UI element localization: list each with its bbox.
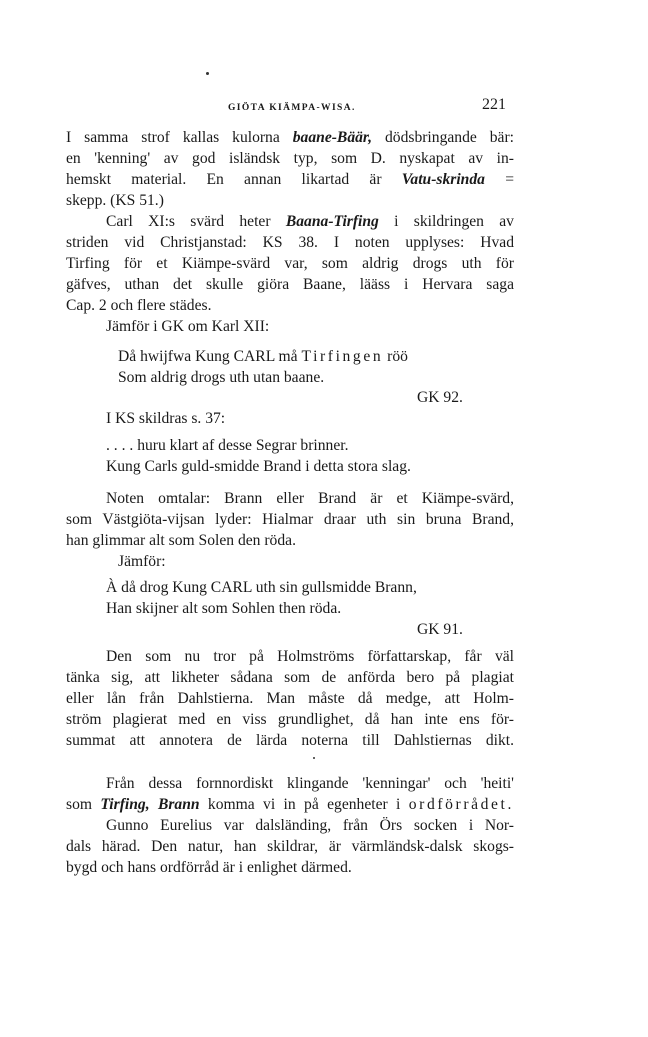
verse-reference: GK 92.: [417, 389, 463, 406]
text-line: striden vid Christjanstad: KS 38. I noten upplyses: Hvad: [66, 234, 514, 251]
running-title: GIÖTA KIÄMPA-WISA.: [228, 103, 356, 113]
verse-reference: GK 91.: [417, 621, 463, 638]
verse-line: Då hwijfwa Kung CARL må Tirfingen röö: [118, 348, 408, 365]
text-line: Den som nu tror på Holmströms författarskap, får väl: [106, 648, 514, 665]
text-line: Jämför:: [118, 553, 166, 570]
text-line: eller lån från Dahlstierna. Man måste då medge, att Holm-: [66, 690, 514, 707]
text-line: summat att annotera de lärda noterna till Dahlstiernas dikt.: [66, 732, 514, 749]
verse-line: Han skijner alt som Sohlen then röda.: [106, 600, 342, 617]
page-number: 221: [482, 96, 506, 113]
stray-mark: [313, 757, 315, 759]
text-line: tänka sig, att likheter sådana som de anförda bero på plagiat: [66, 669, 514, 686]
text-line: dals härad. Den natur, han skildrar, är värmländsk-dalsk skogs-: [66, 838, 514, 855]
text-line: I samma strof kallas kulorna baane-Bäär, dödsbringande bär:: [66, 129, 514, 146]
text-line: Noten omtalar: Brann eller Brand är et Kiämpe-svärd,: [106, 490, 514, 507]
text-line: Gunno Eurelius var dalsländing, från Örs socken i Nor-: [106, 817, 514, 834]
page-header: [0, 94, 648, 114]
text-line: Jämför i GK om Karl XII:: [106, 318, 270, 335]
text-line: gäfves, uthan det skulle giöra Baane, lääss i Hervara saga: [66, 276, 514, 293]
text-line: som Västgiöta-vijsan lyder: Hialmar draar uth sin bruna Brand,: [66, 511, 514, 528]
verse-line: Som aldrig drogs uth utan baane.: [118, 369, 325, 386]
text-line: Från dessa fornnordiskt klingande 'kenningar' och 'heiti': [106, 775, 514, 792]
text-line: Cap. 2 och flere städes.: [66, 297, 212, 314]
verse-line: . . . . huru klart af desse Segrar brinner.: [106, 437, 349, 454]
text-line: hemskt material. En annan likartad är Vatu-skrinda =: [66, 171, 514, 188]
text-line: en 'kenning' av god isländsk typ, som D. nyskapat av in-: [66, 150, 514, 167]
text-line: skepp. (KS 51.): [66, 192, 164, 209]
stray-mark: [206, 72, 209, 75]
verse-line: Kung Carls guld-smidde Brand i detta stora slag.: [106, 458, 411, 475]
text-line: Tirfing för et Kiämpe-svärd var, som aldrig drogs uth för: [66, 255, 514, 272]
text-line: ström plagierat med en viss grundlighet, då han inte ens för-: [66, 711, 514, 728]
text-line: I KS skildras s. 37:: [106, 410, 226, 427]
text-line: bygd och hans ordförråd är i enlighet därmed.: [66, 859, 352, 876]
text-line: som Tirfing, Brann komma vi in på egenheter i ordförrådet.: [66, 796, 514, 813]
text-line: han glimmar alt som Solen den röda.: [66, 532, 296, 549]
text-line: Carl XI:s svärd heter Baana-Tirfing i skildringen av: [106, 213, 514, 230]
verse-line: À då drog Kung CARL uth sin gullsmidde Brann,: [106, 579, 417, 596]
